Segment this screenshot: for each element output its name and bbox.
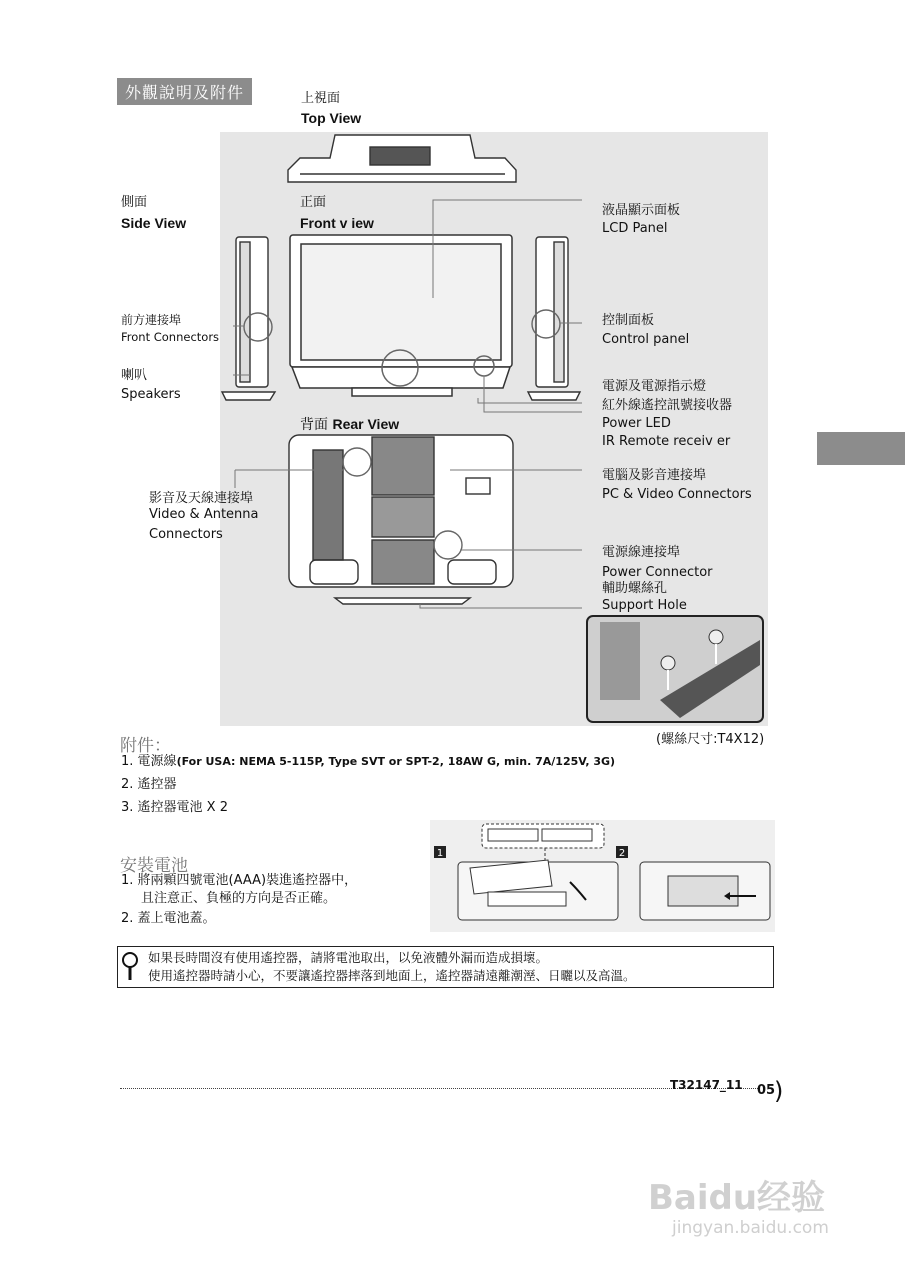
pc-connectors-label-en: PC & Video Connectors (602, 487, 752, 502)
rear-view-label (300, 414, 399, 434)
side-view-label-en: Side View (121, 215, 187, 231)
battery-diagram (430, 820, 775, 932)
top-view-drawing (288, 135, 516, 182)
battery-fig-1-number: 1 (436, 848, 444, 859)
battery-step-1-line2: 且注意正、負極的方向是否正確。 (141, 891, 337, 906)
av-connectors-label-cn: 影音及天線連接埠 (149, 491, 254, 506)
page-bracket-icon: ) (774, 1077, 784, 1105)
accessory-item-2-text: 遙控器 (137, 777, 177, 792)
power-led-label-cn1: 電源及電源指示燈 (602, 379, 707, 394)
av-connectors-label-en1: Video & Antenna (149, 507, 259, 522)
footer-dotted-line (120, 1088, 760, 1089)
rear-view-label-cn: 背面 (300, 417, 328, 433)
support-hole-inset (587, 616, 763, 722)
care-note-line-2: 使用遙控器時請小心，不要讓遙控器摔落到地面上，遙控器請遠離潮溼、日曬以及高溫。 (148, 968, 636, 983)
front-connectors-label-en: Front Connectors (121, 330, 220, 344)
battery-fig-2-number: 2 (618, 848, 626, 859)
front-view-label-en: Front v iew (300, 215, 374, 231)
power-led-label-en2: IR Remote receiv er (602, 434, 731, 449)
section-title: 外觀說明及附件 (117, 78, 252, 105)
top-view-label-en: Top View (301, 110, 362, 126)
speakers-label-cn: 喇叭 (121, 368, 148, 383)
left-side-view (222, 237, 275, 400)
speakers-label-en: Speakers (121, 387, 181, 402)
support-hole-label-cn: 輔助螺絲孔 (602, 581, 668, 596)
power-connector-label-cn: 電源線連接埠 (602, 545, 681, 560)
battery-step-2-number: 2. (121, 911, 134, 926)
rear-view-drawing (289, 435, 513, 604)
power-connector-label-en: Power Connector (602, 565, 713, 580)
front-connectors-label-cn: 前方連接埠 (121, 313, 182, 327)
accessory-item-1-cn: 電源線 (137, 754, 177, 769)
accessory-item-1-en: (For USA: NEMA 5-115P, Type SVT or SPT-2, 18AW G, min. 7A/125V, 3G) (176, 755, 616, 768)
battery-step-1-line1: 將兩顆四號電池(AAA)裝進遙控器中， (137, 873, 358, 888)
watermark-brand: Baidu经验 (648, 1178, 826, 1218)
av-connectors-label-en2: Connectors (149, 527, 223, 542)
right-side-view (528, 237, 580, 400)
front-view-drawing (290, 235, 512, 396)
model-code: T32147_11 (670, 1078, 743, 1092)
front-view-label-cn: 正面 (300, 195, 327, 210)
lcd-panel-label-cn: 液晶顯示面板 (602, 203, 681, 218)
accessory-item-3-number: 3. (121, 800, 134, 815)
power-led-label-cn2: 紅外線遙控訊號接收器 (602, 398, 733, 413)
accessory-item-1-number: 1. (121, 754, 134, 769)
battery-step-2 (121, 909, 216, 929)
battery-step-1 (121, 872, 357, 908)
rear-view-label-en: Rear View (332, 416, 400, 432)
side-view-label-cn: 側面 (121, 195, 148, 210)
battery-step-1-number: 1. (121, 873, 134, 888)
control-panel-label-cn: 控制面板 (602, 313, 655, 328)
battery-install-title: 安裝電池 (120, 856, 188, 876)
accessory-item-2 (121, 775, 177, 795)
lcd-panel-label-en: LCD Panel (602, 221, 668, 236)
screw-size-label: (螺絲尺寸:T4X12) (656, 732, 765, 747)
control-panel-label-en: Control panel (602, 332, 690, 347)
accessory-item-3-text: 遙控器電池 X 2 (137, 800, 228, 815)
accessory-item-2-number: 2. (121, 777, 134, 792)
power-led-label-en1: Power LED (602, 416, 671, 431)
page-number: 05 (757, 1083, 776, 1098)
accessory-item-1 (121, 752, 615, 772)
support-hole-label-en: Support Hole (602, 598, 687, 613)
pc-connectors-label-cn: 電腦及影音連接埠 (602, 468, 707, 483)
watermark-url: jingyan.baidu.com (672, 1218, 829, 1238)
accessories-title: 附件： (120, 736, 171, 756)
top-view-label-cn: 上視面 (301, 91, 341, 106)
magnifier-icon (120, 950, 142, 982)
accessory-item-3 (121, 798, 228, 818)
battery-step-2-text: 蓋上電池蓋。 (137, 911, 216, 926)
care-note-line-1: 如果長時間沒有使用遙控器，請將電池取出，以免液體外漏而造成損壞。 (148, 950, 549, 965)
